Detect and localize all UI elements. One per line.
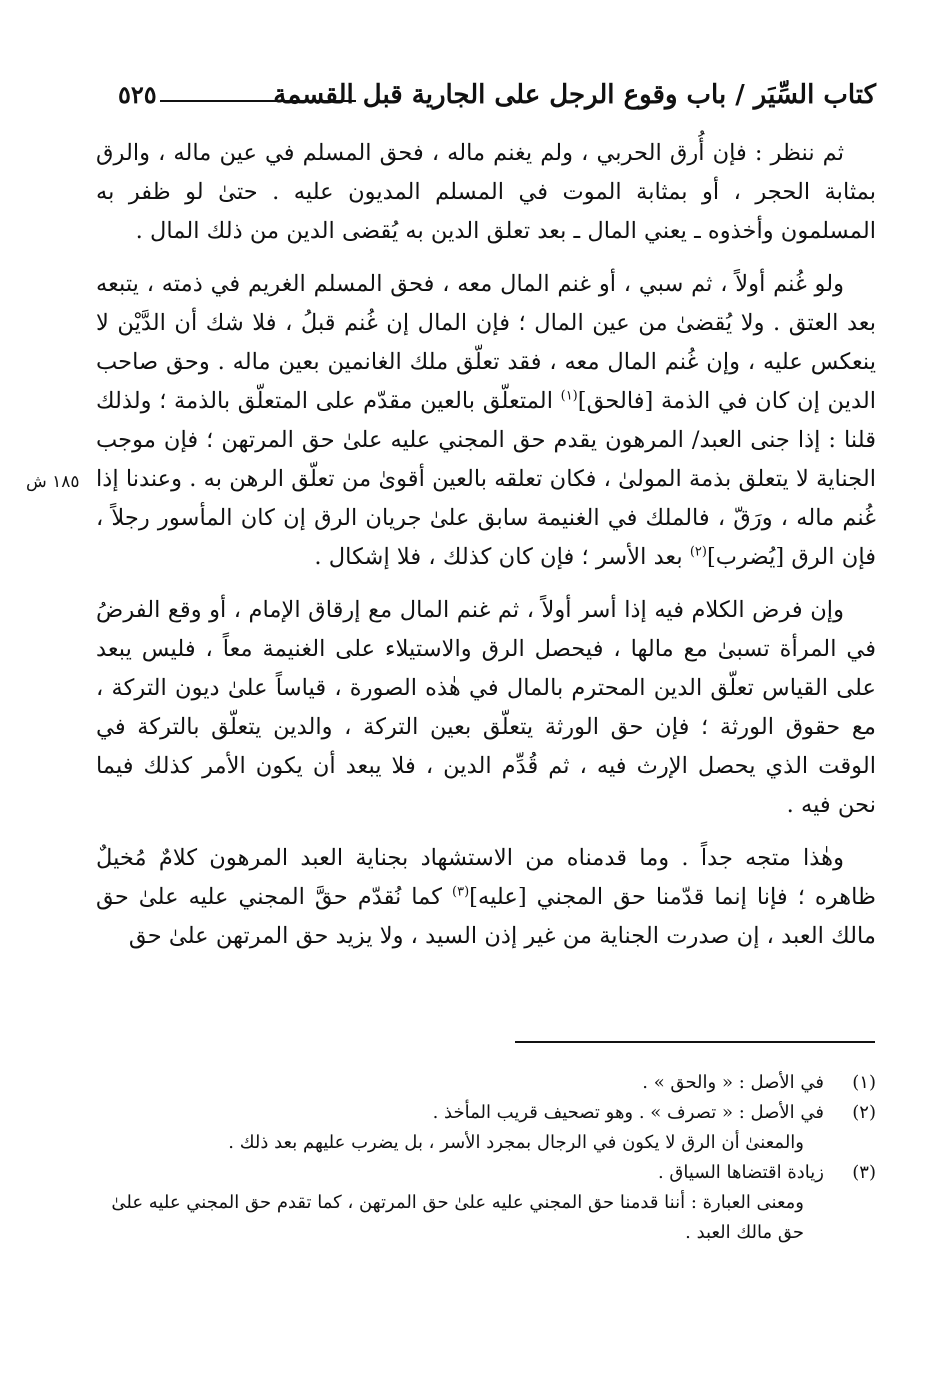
- page-number: ٥٢٥: [118, 80, 157, 109]
- footnote-ref-3[interactable]: (٣): [452, 884, 470, 900]
- paragraph-4-part-a: وهٰذا متجه جداً . وما قدمناه من الاستشهاد بجناية العبد المرهون كلامٌ مُخيلٌ ظاهره ؛ فإنا إنما قدّمنا حق المجني [عليه]: [96, 845, 876, 910]
- footnote-number: (٢): [852, 1102, 876, 1123]
- header-title: كتاب السِّيَر / باب وقوع الرجل على الجارية قبل القسمة: [273, 80, 876, 110]
- paragraph-2: [96, 265, 876, 577]
- footnote-number: (٣): [852, 1162, 876, 1183]
- footnote-2: [96, 1098, 876, 1128]
- paragraph-3: وإن فرض الكلام فيه إذا أسر أولاً ، ثم غنم المال مع إرقاق الإمام ، أو وقع الفرضُ في المرأة تسبىٰ مع مالها ، فيحصل الرق والاستيلاء على الغنيمة معاً ، فليس يبعد على القياس تعلّق الدين المحترم بالمال في هٰذه الصورة ، قياساً علىٰ ديون التركة ، مع حقوق الورثة ؛ فإن حق الورثة يتعلّق بعين التركة ، والدين يتعلّق بالتركة في الوقت الذي يحصل الإرث فيه ، ثم قُدِّم الدين ، فلا يبعد أن يكون الأمر كذلك فيما نحن فيه .: [96, 597, 876, 818]
- footnote-ref-1[interactable]: (١): [560, 388, 578, 404]
- paragraph-2-part-b: المتعلّق بالعين مقدّم على المتعلّق بالذمة ؛ ولذلك قلنا : إذا جنى العبد/ المرهون يقدم حق المجني عليه علىٰ حق المرتهن ؛ فإن موجب الجناية لا يتعلق بذمة المولىٰ ، فكان تعلقه بالعين أقوىٰ من تعلّق الرهن به . وعندنا إذا غُنم ماله ، ورَقّ ، فالملك في الغنيمة سابق علىٰ جريان الرق إن كان المأسور رجلاً ، فإن الرق [يُضرب]: [96, 388, 876, 570]
- paragraph-2-part-a: ولو غُنم أولاً ، ثم سبي ، أو غنم المال معه ، فحق المسلم الغريم في ذمته ، يتبعه بعد العتق . ولا يُقضىٰ من عين المال ؛ فإن المال إن غُنم قبلُ ، فلا شك أن الدَّيْن لا ينعكس عليه ، وإن غُنم المال معه ، فقد تعلّق ملك الغانمين بعين ماله . وحق صاحب الدين إن كان في الذمة [فالحق]: [96, 271, 876, 414]
- footnote-3: [96, 1158, 876, 1188]
- footnote-text: في الأصل : « والحق » .: [642, 1072, 824, 1093]
- footnote-number: (١): [852, 1072, 876, 1093]
- footnote-text: في الأصل : « تصرف » . وهو تصحيف قريب المأخذ .: [432, 1102, 824, 1123]
- margin-folio-note: ١٨٥ ش: [26, 472, 80, 492]
- footnote-separator: [515, 1041, 875, 1043]
- running-header: [110, 76, 876, 116]
- footnote-text: زيادة اقتضاها السياق .: [657, 1162, 824, 1183]
- footnotes: [96, 1068, 876, 1248]
- footnote-1: [96, 1068, 876, 1098]
- paragraph-1: ثم ننظر : فإن أُرق الحربي ، ولم يغنم ماله ، فحق المسلم في عين ماله ، والرق بمثابة الحجر ، أو بمثابة الموت في المسلم المديون عليه . حتىٰ لو ظفر به المسلمون وأخذوه ـ يعني المال ـ بعد تعلق الدين به يُقضى الدين من ذلك المال .: [96, 140, 876, 244]
- footnote-2-continuation: والمعنىٰ أن الرق لا يكون في الرجال بمجرد الأسر ، بل يضرب عليهم بعد ذلك .: [228, 1132, 804, 1153]
- paragraph-4: [96, 839, 876, 956]
- paragraph-4-part-b: كما نُقدّم حقَّ المجني عليه علىٰ حق مالك العبد ، إن صدرت الجناية من غير إذن السيد ، ولا يزيد حق المرتهن علىٰ حق: [96, 884, 876, 949]
- header-rule: [160, 100, 356, 102]
- footnote-ref-2[interactable]: (٢): [689, 544, 707, 560]
- main-text: [96, 134, 876, 970]
- footnote-3-continuation: ومعنى العبارة : أننا قدمنا حق المجني عليه علىٰ حق المرتهن ، كما تقدم حق المجني عليه علىٰ حق مالك العبد .: [111, 1192, 804, 1243]
- paragraph-2-part-c: بعد الأسر ؛ فإن كان كذلك ، فلا إشكال .: [314, 544, 690, 570]
